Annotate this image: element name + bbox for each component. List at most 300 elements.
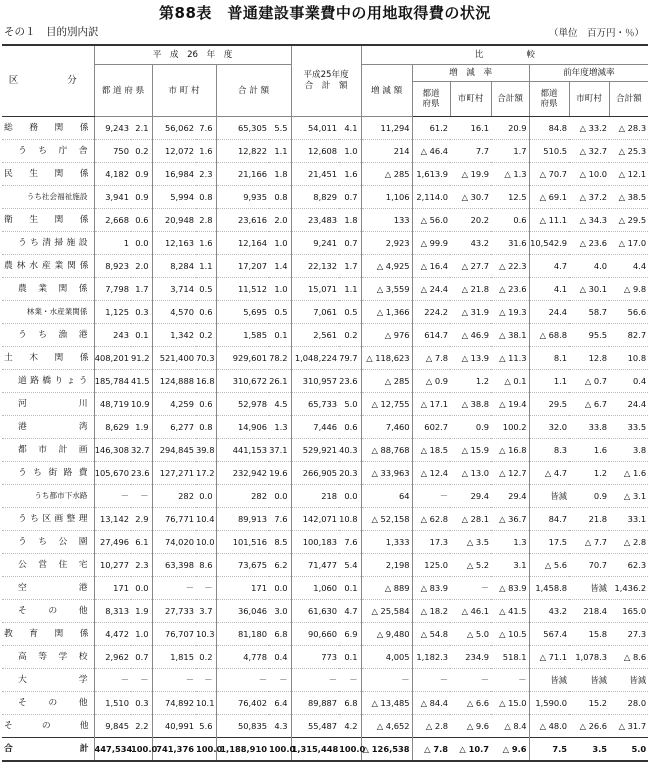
- table-row: [2, 715, 648, 738]
- cell-r2: 16.1: [450, 117, 491, 140]
- cell-total_s: 0.0: [269, 485, 291, 508]
- row-label: 港 湾: [2, 416, 94, 439]
- cell-total: 65,305: [216, 117, 269, 140]
- cell-p1: △ 68.8: [529, 324, 569, 347]
- row-label: 合 計: [2, 738, 94, 762]
- table-row: [2, 186, 648, 209]
- table-row: [2, 531, 648, 554]
- cell-r1: △ 54.8: [412, 623, 450, 646]
- cell-pref: 4,472: [94, 623, 131, 646]
- table-row: [2, 439, 648, 462]
- cell-p2: 1.6: [569, 439, 609, 462]
- cell-fy25_s: 7.6: [339, 531, 361, 554]
- cell-muni_s: 100.0: [196, 738, 216, 762]
- cell-p1: 1,458.8: [529, 577, 569, 600]
- table-row: [2, 117, 648, 140]
- cell-r1: －: [412, 669, 450, 692]
- cell-muni: 294,845: [152, 439, 196, 462]
- cell-fy25_s: 79.7: [339, 347, 361, 370]
- cell-p1: 皆減: [529, 669, 569, 692]
- cell-fy25: 54,011: [291, 117, 339, 140]
- cell-muni: 3,714: [152, 278, 196, 301]
- cell-muni: 8,284: [152, 255, 196, 278]
- row-label: そ の 他: [2, 692, 94, 715]
- cell-fy25: 100,183: [291, 531, 339, 554]
- cell-p3: 33.1: [609, 508, 648, 531]
- cell-muni_s: －: [196, 577, 216, 600]
- cell-pref: 7,798: [94, 278, 131, 301]
- cell-chg: △ 976: [361, 324, 412, 347]
- cell-p1: 84.7: [529, 508, 569, 531]
- cell-chg: 1,106: [361, 186, 412, 209]
- cell-chg: △ 889: [361, 577, 412, 600]
- cell-muni: 1,342: [152, 324, 196, 347]
- cell-p1: 4.7: [529, 255, 569, 278]
- cell-pref: 171: [94, 577, 131, 600]
- cell-p2: △ 37.2: [569, 186, 609, 209]
- cell-r3: △ 1.3: [491, 163, 529, 186]
- cell-p3: △ 1.6: [609, 462, 648, 485]
- cell-muni: 741,376: [152, 738, 196, 762]
- cell-pref: 3,941: [94, 186, 131, 209]
- cell-fy25_s: 0.7: [339, 186, 361, 209]
- cell-r1: △ 18.2: [412, 600, 450, 623]
- cell-p2: 4.0: [569, 255, 609, 278]
- cell-r2: △ 13.9: [450, 347, 491, 370]
- cell-total_s: 4.5: [269, 393, 291, 416]
- cell-r2: △ 21.8: [450, 278, 491, 301]
- cell-total: 310,672: [216, 370, 269, 393]
- cell-p3: 皆減: [609, 669, 648, 692]
- cell-chg: △ 4,925: [361, 255, 412, 278]
- header-rate-muni: 市町村: [450, 82, 491, 117]
- cell-pref_s: 0.0: [131, 577, 152, 600]
- cell-p2: 15.8: [569, 623, 609, 646]
- cell-p2: 15.2: [569, 692, 609, 715]
- cell-pref: 4,182: [94, 163, 131, 186]
- cell-total_s: 1.1: [269, 140, 291, 163]
- cell-total: 929,601: [216, 347, 269, 370]
- cell-r3: 12.5: [491, 186, 529, 209]
- cell-total_s: 26.1: [269, 370, 291, 393]
- cell-r1: 1,613.9: [412, 163, 450, 186]
- cell-r1: △ 2.8: [412, 715, 450, 738]
- cell-muni_s: 1.6: [196, 232, 216, 255]
- cell-p1: △ 71.1: [529, 646, 569, 669]
- cell-total: 171: [216, 577, 269, 600]
- cell-chg: △ 9,480: [361, 623, 412, 646]
- cell-p3: △ 9.8: [609, 278, 648, 301]
- cell-r3: △ 19.3: [491, 301, 529, 324]
- cell-total_s: 0.4: [269, 646, 291, 669]
- table-row: [2, 163, 648, 186]
- cell-fy25_s: 0.1: [339, 577, 361, 600]
- cell-chg: △ 126,538: [361, 738, 412, 762]
- cell-muni_s: 5.6: [196, 715, 216, 738]
- cell-p3: △ 3.1: [609, 485, 648, 508]
- cell-r1: 1,182.3: [412, 646, 450, 669]
- cell-p3: △ 25.3: [609, 140, 648, 163]
- cell-p1: 567.4: [529, 623, 569, 646]
- cell-muni: 76,771: [152, 508, 196, 531]
- cell-p3: △ 28.3: [609, 117, 648, 140]
- unit-note: （単位 百万円・％）: [548, 28, 644, 39]
- cell-r1: △ 99.9: [412, 232, 450, 255]
- cell-p3: △ 2.8: [609, 531, 648, 554]
- cell-pref_s: 0.1: [131, 324, 152, 347]
- cell-p2: △ 10.0: [569, 163, 609, 186]
- cell-pref_s: 1.0: [131, 623, 152, 646]
- cell-chg: 64: [361, 485, 412, 508]
- cell-p2: 皆減: [569, 669, 609, 692]
- cell-p3: 1,436.2: [609, 577, 648, 600]
- cell-muni_s: －: [196, 669, 216, 692]
- header-municipal: 市 町 村: [152, 65, 216, 117]
- cell-muni: 74,020: [152, 531, 196, 554]
- cell-chg: △ 3,559: [361, 278, 412, 301]
- cell-p3: 5.0: [609, 738, 648, 762]
- header-rate-total: 合計額: [491, 82, 529, 117]
- cell-total: 282: [216, 485, 269, 508]
- cell-r3: △ 83.9: [491, 577, 529, 600]
- cell-p3: 82.7: [609, 324, 648, 347]
- cell-muni: 56,062: [152, 117, 196, 140]
- cell-fy25: 266,905: [291, 462, 339, 485]
- cell-total: 52,978: [216, 393, 269, 416]
- cell-p1: 32.0: [529, 416, 569, 439]
- table-row: [2, 209, 648, 232]
- cell-chg: △ 52,158: [361, 508, 412, 531]
- cell-r1: △ 62.8: [412, 508, 450, 531]
- row-label: 総 務 関 係: [2, 117, 94, 140]
- table-row: [2, 255, 648, 278]
- cell-pref_s: 91.2: [131, 347, 152, 370]
- cell-pref: 447,534: [94, 738, 131, 762]
- cell-pref_s: 41.5: [131, 370, 152, 393]
- cell-pref_s: 0.2: [131, 140, 152, 163]
- table-row: [2, 508, 648, 531]
- cell-r3: △ 8.4: [491, 715, 529, 738]
- cell-p3: △ 12.1: [609, 163, 648, 186]
- cell-muni_s: 17.2: [196, 462, 216, 485]
- table-row: [2, 669, 648, 692]
- table-row: [2, 278, 648, 301]
- cell-fy25_s: 100.0: [339, 738, 361, 762]
- cell-p3: 165.0: [609, 600, 648, 623]
- cell-r2: △ 10.7: [450, 738, 491, 762]
- cell-r3: 20.9: [491, 117, 529, 140]
- cell-total: －: [216, 669, 269, 692]
- cell-r1: 614.7: [412, 324, 450, 347]
- cell-r2: △ 27.7: [450, 255, 491, 278]
- cell-fy25_s: 0.2: [339, 324, 361, 347]
- cell-p3: △ 31.7: [609, 715, 648, 738]
- cell-fy25_s: 6.9: [339, 623, 361, 646]
- cell-fy25: 773: [291, 646, 339, 669]
- row-label: 道路橋りょう: [2, 370, 94, 393]
- cell-muni: 63,398: [152, 554, 196, 577]
- table-row: [2, 370, 648, 393]
- cell-chg: 2,198: [361, 554, 412, 577]
- cell-fy25_s: 0.0: [339, 485, 361, 508]
- table-row: [2, 301, 648, 324]
- cell-muni_s: 1.1: [196, 255, 216, 278]
- table-row: [2, 577, 648, 600]
- cell-fy25: 65,733: [291, 393, 339, 416]
- row-label: 農 業 関 係: [2, 278, 94, 301]
- cell-pref: －: [94, 669, 131, 692]
- cell-fy25: 23,483: [291, 209, 339, 232]
- cell-fy25: 89,887: [291, 692, 339, 715]
- cell-muni_s: 3.7: [196, 600, 216, 623]
- cell-p1: 4.1: [529, 278, 569, 301]
- cell-muni_s: 10.0: [196, 531, 216, 554]
- row-label: 高 等 学 校: [2, 646, 94, 669]
- cell-fy25_s: 4.1: [339, 117, 361, 140]
- cell-r1: △ 12.4: [412, 462, 450, 485]
- cell-pref: 1: [94, 232, 131, 255]
- cell-p3: 62.3: [609, 554, 648, 577]
- cell-total_s: 1.4: [269, 255, 291, 278]
- cell-p1: 8.3: [529, 439, 569, 462]
- cell-r2: △ 46.1: [450, 600, 491, 623]
- cell-muni_s: 0.2: [196, 646, 216, 669]
- cell-pref: 1,510: [94, 692, 131, 715]
- cell-r1: 17.3: [412, 531, 450, 554]
- cell-p2: 21.8: [569, 508, 609, 531]
- cell-r2: △ 31.9: [450, 301, 491, 324]
- cell-muni: 6,277: [152, 416, 196, 439]
- cell-pref_s: 0.6: [131, 209, 152, 232]
- cell-pref_s: －: [131, 485, 152, 508]
- cell-p3: 33.5: [609, 416, 648, 439]
- cell-total: 441,153: [216, 439, 269, 462]
- header-total: 合 計 額: [216, 65, 291, 117]
- row-label: うち都市下水路: [2, 485, 94, 508]
- cell-total: 1,585: [216, 324, 269, 347]
- cell-chg: △ 4,652: [361, 715, 412, 738]
- cell-pref: 8,313: [94, 600, 131, 623]
- cell-total_s: 78.2: [269, 347, 291, 370]
- cell-r1: △ 83.9: [412, 577, 450, 600]
- cell-chg: △ 118,623: [361, 347, 412, 370]
- cell-total_s: 3.0: [269, 600, 291, 623]
- cell-p1: △ 11.1: [529, 209, 569, 232]
- cell-pref: 750: [94, 140, 131, 163]
- cell-pref_s: 1.7: [131, 278, 152, 301]
- cell-total_s: 0.8: [269, 186, 291, 209]
- cell-p2: △ 30.1: [569, 278, 609, 301]
- cell-chg: 1,333: [361, 531, 412, 554]
- header-prefecture: 都 道 府 県: [94, 65, 152, 117]
- cell-fy25_s: 40.3: [339, 439, 361, 462]
- cell-r2: △ 15.9: [450, 439, 491, 462]
- cell-r3: 3.1: [491, 554, 529, 577]
- row-label: 河 川: [2, 393, 94, 416]
- cell-muni_s: 10.3: [196, 623, 216, 646]
- table-row: [2, 485, 648, 508]
- cell-total_s: 19.6: [269, 462, 291, 485]
- cell-r1: －: [412, 485, 450, 508]
- cell-total_s: 4.3: [269, 715, 291, 738]
- cell-muni: 74,892: [152, 692, 196, 715]
- cell-p1: 1,590.0: [529, 692, 569, 715]
- cell-r1: △ 46.4: [412, 140, 450, 163]
- cell-total: 5,695: [216, 301, 269, 324]
- cell-chg: △ 33,963: [361, 462, 412, 485]
- cell-pref: 13,142: [94, 508, 131, 531]
- cell-muni: 4,259: [152, 393, 196, 416]
- cell-fy25_s: 1.0: [339, 140, 361, 163]
- cell-p3: 3.8: [609, 439, 648, 462]
- cell-r3: △ 15.0: [491, 692, 529, 715]
- cell-muni: 5,994: [152, 186, 196, 209]
- row-label: うち区画整理: [2, 508, 94, 531]
- cell-r3: △ 38.1: [491, 324, 529, 347]
- row-label: 土 木 関 係: [2, 347, 94, 370]
- cell-r2: △ 9.6: [450, 715, 491, 738]
- cell-fy25: 61,630: [291, 600, 339, 623]
- cell-chg: △ 13,485: [361, 692, 412, 715]
- cell-p2: 218.4: [569, 600, 609, 623]
- cell-r3: 31.6: [491, 232, 529, 255]
- cell-total_s: 37.1: [269, 439, 291, 462]
- header-prev-muni: 市町村: [569, 82, 609, 117]
- cell-pref_s: 6.1: [131, 531, 152, 554]
- cell-r3: 0.6: [491, 209, 529, 232]
- header-fy26: 平 成 26 年 度: [94, 45, 291, 65]
- cell-pref_s: 100.0: [131, 738, 152, 762]
- cell-r2: 29.4: [450, 485, 491, 508]
- header-fy25: 平成25年度 合 計 額: [291, 45, 361, 117]
- cell-total: 232,942: [216, 462, 269, 485]
- cell-pref_s: 0.3: [131, 692, 152, 715]
- cell-r3: △ 11.3: [491, 347, 529, 370]
- cell-fy25: 1,315,448: [291, 738, 339, 762]
- cell-total: 81,180: [216, 623, 269, 646]
- cell-p3: △ 38.5: [609, 186, 648, 209]
- table-row: [2, 232, 648, 255]
- cell-pref: 8,629: [94, 416, 131, 439]
- cell-chg: －: [361, 669, 412, 692]
- cell-p3: 56.6: [609, 301, 648, 324]
- cell-r3: △ 23.6: [491, 278, 529, 301]
- cell-r3: △ 36.7: [491, 508, 529, 531]
- header-prev-rate: 前年度増減率: [529, 65, 648, 82]
- cell-total: 76,402: [216, 692, 269, 715]
- cell-p3: 0.4: [609, 370, 648, 393]
- header-change-amount: 増 減 額: [361, 65, 412, 117]
- cell-fy25: 218: [291, 485, 339, 508]
- cell-fy25_s: 1.8: [339, 209, 361, 232]
- cell-muni_s: 0.2: [196, 324, 216, 347]
- cell-total_s: 6.8: [269, 623, 291, 646]
- cell-muni_s: 10.4: [196, 508, 216, 531]
- cell-fy25: 529,921: [291, 439, 339, 462]
- cell-r3: 1.3: [491, 531, 529, 554]
- cell-p1: △ 4.7: [529, 462, 569, 485]
- header-rate-pref: 都道 府県: [412, 82, 450, 117]
- cell-total_s: －: [269, 669, 291, 692]
- row-label: そ の 他: [2, 715, 94, 738]
- cell-muni: 282: [152, 485, 196, 508]
- cell-pref_s: 2.3: [131, 554, 152, 577]
- cell-p2: 33.8: [569, 416, 609, 439]
- total-row: [2, 738, 648, 762]
- cell-chg: △ 12,755: [361, 393, 412, 416]
- row-label: 都 市 計 画: [2, 439, 94, 462]
- cell-p1: 17.5: [529, 531, 569, 554]
- cell-fy25_s: 5.0: [339, 393, 361, 416]
- cell-fy25_s: 5.4: [339, 554, 361, 577]
- cell-p2: 1.2: [569, 462, 609, 485]
- cell-p2: 1,078.3: [569, 646, 609, 669]
- cell-p2: △ 23.6: [569, 232, 609, 255]
- cell-p1: 510.5: [529, 140, 569, 163]
- cell-total_s: 0.0: [269, 577, 291, 600]
- cell-fy25_s: 23.6: [339, 370, 361, 393]
- cell-pref: 185,784: [94, 370, 131, 393]
- cell-total_s: 6.4: [269, 692, 291, 715]
- table-row: [2, 324, 648, 347]
- cell-fy25: －: [291, 669, 339, 692]
- cell-pref_s: 23.6: [131, 462, 152, 485]
- cell-total: 12,822: [216, 140, 269, 163]
- cell-p3: △ 17.0: [609, 232, 648, 255]
- cell-total_s: 6.2: [269, 554, 291, 577]
- cell-r1: △ 0.9: [412, 370, 450, 393]
- cell-pref: 48,719: [94, 393, 131, 416]
- land-acquisition-table: [2, 44, 648, 762]
- cell-muni_s: 16.8: [196, 370, 216, 393]
- cell-fy25_s: 10.8: [339, 508, 361, 531]
- cell-p1: 皆減: [529, 485, 569, 508]
- table-row: [2, 554, 648, 577]
- cell-p3: 24.4: [609, 393, 648, 416]
- cell-fy25: 55,487: [291, 715, 339, 738]
- cell-r2: －: [450, 669, 491, 692]
- cell-r2: △ 28.1: [450, 508, 491, 531]
- cell-muni: 27,733: [152, 600, 196, 623]
- cell-p1: △ 5.6: [529, 554, 569, 577]
- cell-fy25: 21,451: [291, 163, 339, 186]
- cell-muni: 12,072: [152, 140, 196, 163]
- cell-total: 17,207: [216, 255, 269, 278]
- cell-pref: 10,277: [94, 554, 131, 577]
- cell-total_s: 7.6: [269, 508, 291, 531]
- cell-p2: △ 34.3: [569, 209, 609, 232]
- cell-chg: 2,923: [361, 232, 412, 255]
- cell-p2: 皆減: [569, 577, 609, 600]
- header-comparison: 比 較: [361, 45, 648, 65]
- cell-p2: 12.8: [569, 347, 609, 370]
- row-label: 大 学: [2, 669, 94, 692]
- cell-fy25_s: －: [339, 669, 361, 692]
- cell-fy25: 22,132: [291, 255, 339, 278]
- cell-r1: 125.0: [412, 554, 450, 577]
- cell-muni_s: 39.8: [196, 439, 216, 462]
- cell-pref: 9,243: [94, 117, 131, 140]
- row-label: う ち 公 園: [2, 531, 94, 554]
- row-label: 衛 生 関 係: [2, 209, 94, 232]
- cell-pref: －: [94, 485, 131, 508]
- cell-fy25_s: 1.6: [339, 163, 361, 186]
- table-row: [2, 140, 648, 163]
- cell-r2: △ 5.2: [450, 554, 491, 577]
- cell-fy25: 7,446: [291, 416, 339, 439]
- cell-pref_s: 0.3: [131, 301, 152, 324]
- cell-r2: △ 30.7: [450, 186, 491, 209]
